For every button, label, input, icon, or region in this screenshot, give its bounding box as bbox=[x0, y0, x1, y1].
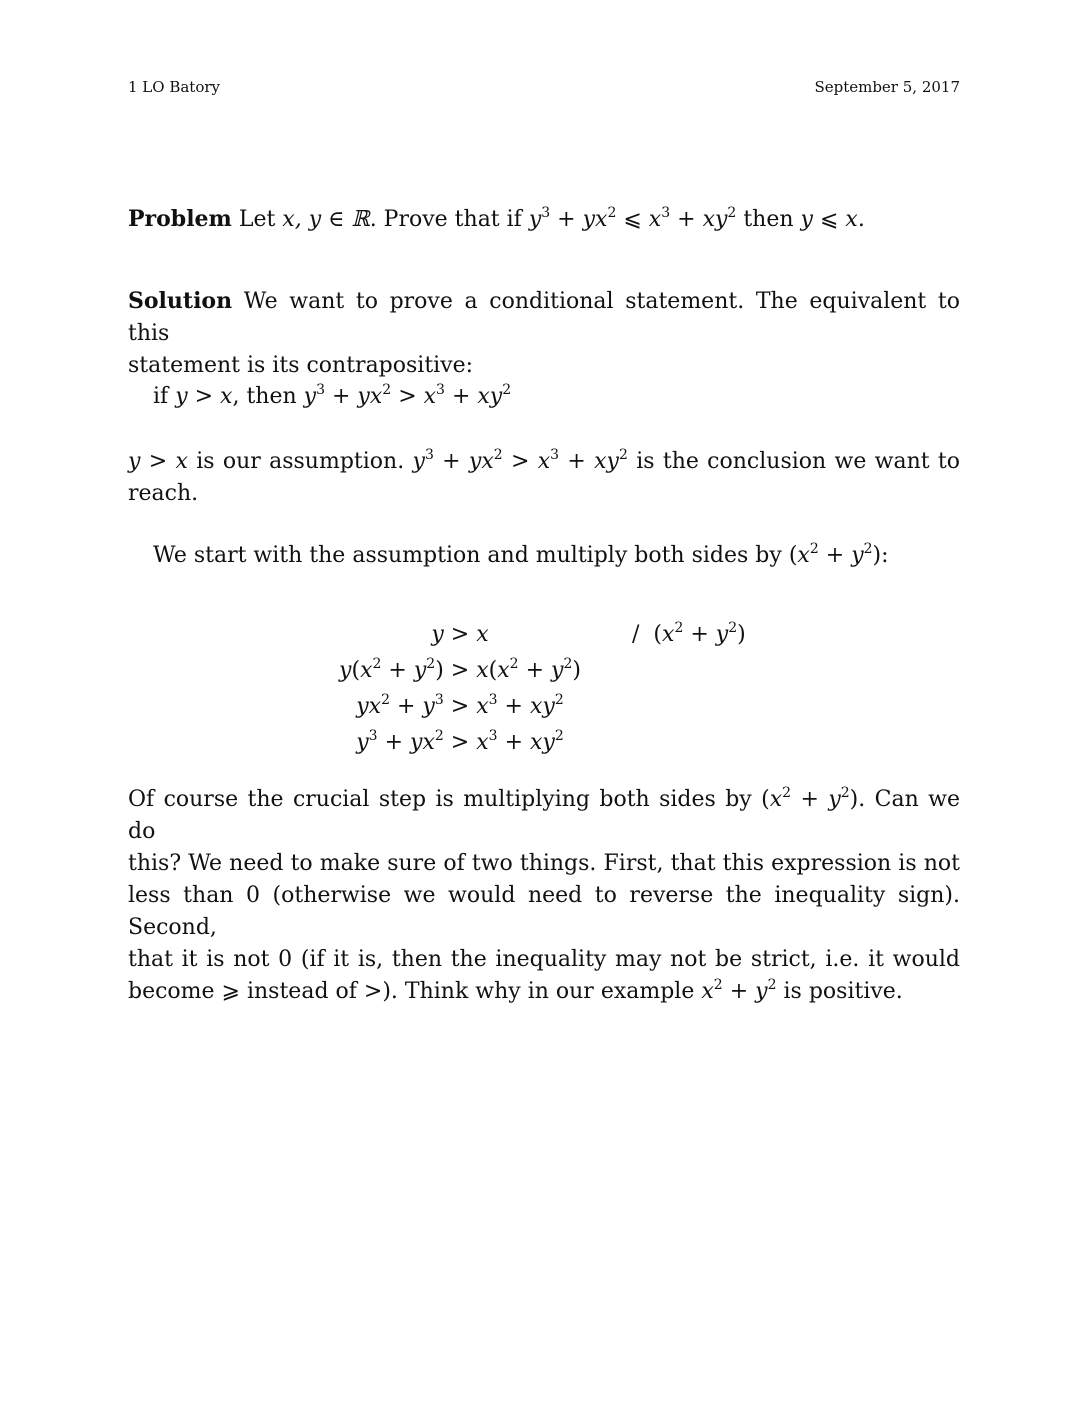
problem-text-then: then bbox=[743, 207, 794, 232]
solution-label: Solution bbox=[128, 288, 233, 314]
solution-line-1: Solution We want to prove a conditional statement. The equivalent to this bbox=[128, 288, 960, 346]
problem-conclusion: y ⩽ x bbox=[800, 207, 858, 232]
contrapositive-statement: if y > x, then $y^3 + yx^2 > x^3 + xy^2$ bbox=[153, 382, 512, 409]
conclusion-line-2: this? We need to make sure of two things. First, that this expression is not bbox=[128, 851, 960, 876]
contrapositive-hypothesis: y > x bbox=[175, 384, 233, 409]
problem-hypothesis: $y^3 + yx^2$ ⩽ $x^3 + xy^2$ bbox=[528, 205, 737, 232]
solution-line-2: statement is its contrapositive: bbox=[128, 353, 474, 378]
assumption-line-1: y > x is our assumption. $y^3 + yx^2 > x^3 + xy^2$ is the conclusion we want to bbox=[128, 447, 961, 474]
problem-statement bbox=[128, 203, 960, 236]
contrapositive-conclusion: $y^3 + yx^2 > x^3 + xy^2$ bbox=[303, 382, 512, 409]
derivation-row bbox=[300, 658, 860, 694]
derivation-step-3: $yx^2 + y^3 > x^3 + xy^2$ bbox=[356, 692, 564, 719]
derivation-row bbox=[300, 730, 860, 766]
conclusion-paragraph bbox=[128, 784, 960, 1008]
problem-variables: x, y ∈ ℝ bbox=[282, 207, 370, 232]
derivation-row bbox=[300, 622, 860, 658]
conclusion-line-3: less than 0 (otherwise we would need to reverse the inequality sign). Second, bbox=[128, 883, 960, 940]
derivation-row bbox=[300, 694, 860, 730]
page-header bbox=[128, 78, 960, 100]
multiplier-expression: $(x^2 + y^2)$ bbox=[788, 541, 882, 568]
solution-paragraph bbox=[128, 285, 960, 382]
conclusion-line-5: become ⩾ instead of >). Think why in our example $x^2 + y^2$ is positive. bbox=[128, 977, 903, 1004]
derivation-step-1: y > x bbox=[431, 622, 489, 647]
derivation-note: / $(x^2 + y^2)$ bbox=[632, 620, 746, 647]
derivation-step-2: $y(x^2 + y^2) > x(x^2 + y^2)$ bbox=[339, 656, 581, 683]
header-school: 1 LO Batory bbox=[128, 78, 221, 96]
problem-text-let: Let bbox=[238, 207, 283, 232]
conclusion-line-1: Of course the crucial step is multiplying both sides by $(x^2 + y^2)$. Can we do bbox=[128, 785, 961, 844]
derivation-block bbox=[300, 622, 860, 766]
assumption-paragraph bbox=[128, 446, 960, 510]
problem-text-prove: . Prove that if bbox=[369, 207, 529, 232]
assumption-line-2: reach. bbox=[128, 481, 199, 506]
header-date: September 5, 2017 bbox=[814, 78, 960, 96]
conclusion-line-4: that it is not 0 (if it is, then the inequality may not be strict, i.e. it would bbox=[128, 947, 960, 972]
start-paragraph: We start with the assumption and multiply both sides by $(x^2 + y^2)$: bbox=[153, 541, 889, 568]
derivation-step-4: $y^3 + yx^2 > x^3 + xy^2$ bbox=[356, 728, 564, 755]
problem-label: Problem bbox=[128, 206, 232, 232]
problem-period: . bbox=[857, 207, 865, 232]
